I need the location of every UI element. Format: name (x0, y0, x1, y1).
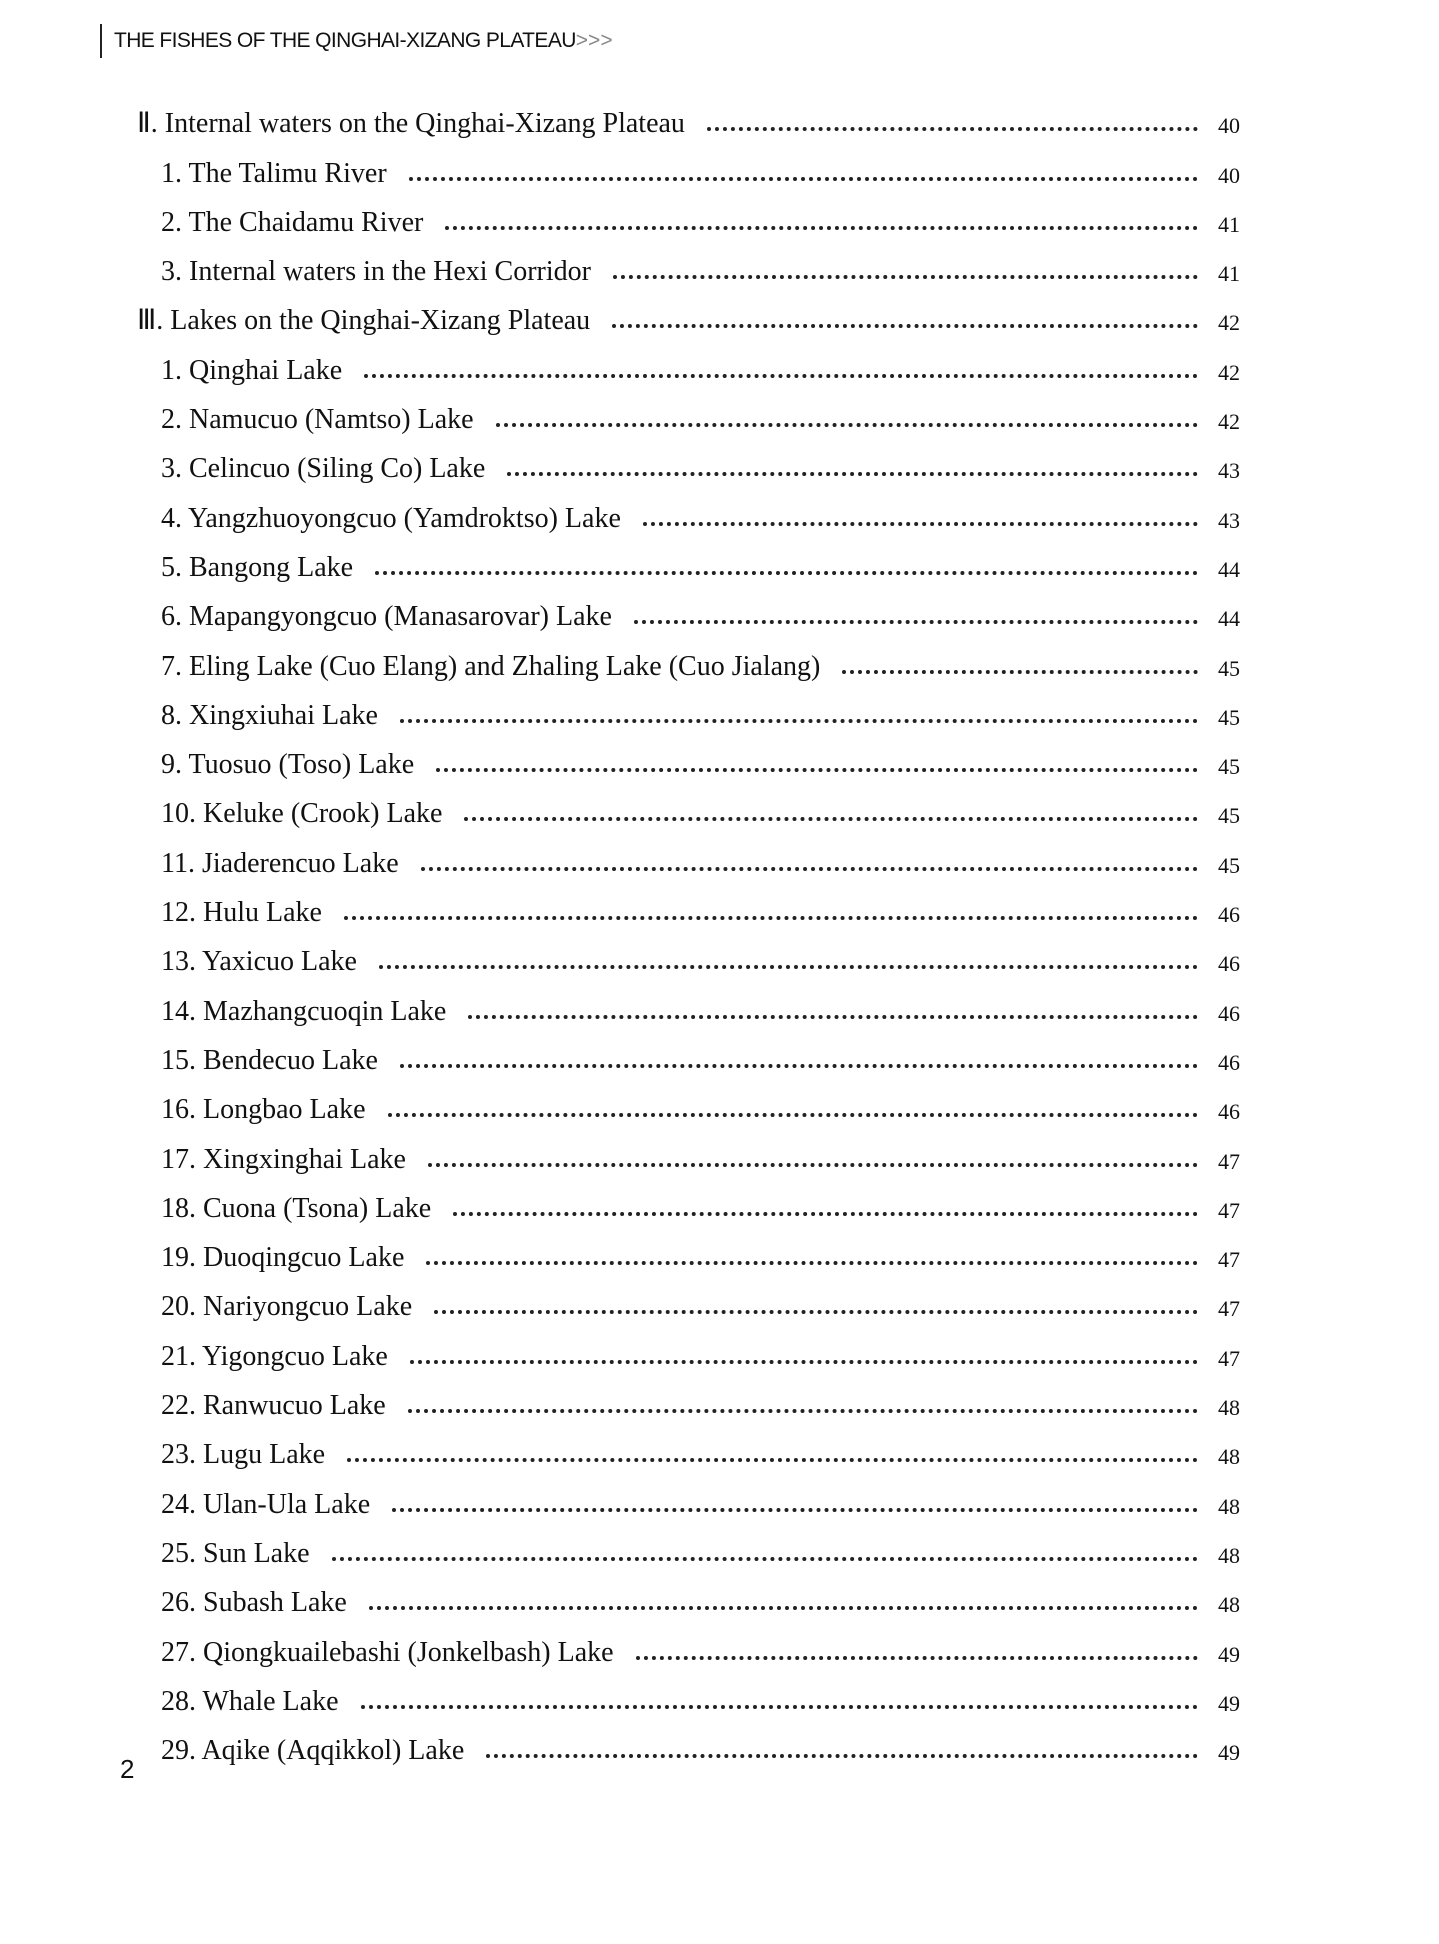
toc-entry-page: 47 (1218, 1345, 1240, 1371)
toc-entry[interactable] (137, 1177, 1240, 1226)
dot-leader (375, 571, 1198, 575)
toc-entry-page: 49 (1218, 1740, 1240, 1766)
toc-entry-label: Ⅱ. Internal waters on the Qinghai-Xizang Plateau (137, 108, 685, 140)
toc-entry-page: 43 (1218, 458, 1240, 484)
toc-entry-page: 40 (1218, 162, 1240, 188)
toc-entry-label: 19. Duoqingcuo Lake (161, 1242, 405, 1274)
dot-leader (468, 1015, 1198, 1019)
dot-leader (636, 1656, 1198, 1660)
dot-leader (436, 768, 1198, 772)
toc-entry[interactable] (137, 1472, 1240, 1521)
dot-leader (409, 177, 1198, 181)
dot-leader (634, 620, 1198, 624)
dot-leader (643, 522, 1198, 526)
toc-entry-page: 44 (1218, 606, 1240, 632)
dot-leader (612, 324, 1198, 328)
dot-leader (507, 472, 1198, 476)
dot-leader (426, 1261, 1198, 1265)
running-header (100, 24, 613, 58)
toc-entry[interactable] (137, 1670, 1240, 1719)
toc-entry-page: 46 (1218, 951, 1240, 977)
toc-entry-label: 29. Aqike (Aqqikkol) Lake (161, 1735, 465, 1767)
toc-entry-page: 46 (1218, 1099, 1240, 1125)
header-title: THE FISHES OF THE QINGHAI-XIZANG PLATEAU (114, 29, 576, 52)
toc-entry[interactable] (137, 1078, 1240, 1127)
toc-entry-label: 17. Xingxinghai Lake (161, 1143, 406, 1175)
toc-entry-label: 28. Whale Lake (161, 1685, 339, 1717)
dot-leader (613, 275, 1198, 279)
toc-entry[interactable] (137, 585, 1240, 634)
toc-entry[interactable] (137, 1275, 1240, 1324)
toc-entry-label: 3. Internal waters in the Hexi Corridor (161, 256, 591, 288)
toc-entry[interactable] (137, 338, 1240, 387)
toc-entry-label: 7. Eling Lake (Cuo Elang) and Zhaling Lake (Cuo Jialang) (161, 650, 821, 682)
dot-leader (400, 1064, 1198, 1068)
toc-entry[interactable] (137, 1719, 1240, 1768)
toc-entry-page: 48 (1218, 1444, 1240, 1470)
toc-entry-label: 15. Bendecuo Lake (161, 1044, 378, 1076)
toc-entry-page: 44 (1218, 556, 1240, 582)
page-number: 2 (120, 1754, 135, 1784)
toc-entry[interactable] (137, 1127, 1240, 1176)
toc-entry[interactable] (137, 1423, 1240, 1472)
toc-entry-page: 47 (1218, 1148, 1240, 1174)
toc-entry-page: 47 (1218, 1247, 1240, 1273)
toc-entry-page: 48 (1218, 1542, 1240, 1568)
dot-leader (392, 1508, 1198, 1512)
toc-entry-label: 10. Keluke (Crook) Lake (161, 798, 443, 830)
dot-leader (428, 1163, 1198, 1167)
toc-entry-page: 46 (1218, 902, 1240, 928)
toc-entry-label: 1. Qinghai Lake (161, 354, 343, 386)
toc-entry[interactable] (137, 831, 1240, 880)
toc-entry[interactable] (137, 141, 1240, 190)
dot-leader (453, 1212, 1198, 1216)
toc-entry-page: 41 (1218, 211, 1240, 237)
dot-leader (344, 916, 1198, 920)
toc-entry-label: 25. Sun Lake (161, 1537, 310, 1569)
dot-leader (421, 867, 1198, 871)
toc-entry-label: 3. Celincuo (Siling Co) Lake (161, 453, 486, 485)
toc-entry[interactable] (137, 191, 1240, 240)
toc-entry-label: 1. The Talimu River (161, 157, 387, 189)
dot-leader (347, 1458, 1198, 1462)
toc-entry[interactable] (137, 733, 1240, 782)
toc-entry[interactable] (137, 437, 1240, 486)
toc-entry[interactable] (137, 536, 1240, 585)
toc-entry-page: 45 (1218, 803, 1240, 829)
dot-leader (388, 1113, 1199, 1117)
toc-entry-label: 6. Mapangyongcuo (Manasarovar) Lake (161, 601, 612, 633)
toc-entry-page: 43 (1218, 507, 1240, 533)
dot-leader (332, 1557, 1198, 1561)
dot-leader (408, 1409, 1198, 1413)
dot-leader (842, 670, 1198, 674)
toc-entry-page: 42 (1218, 359, 1240, 385)
toc-entry-label: 12. Hulu Lake (161, 897, 322, 929)
dot-leader (707, 127, 1198, 131)
toc-entry-page: 48 (1218, 1493, 1240, 1519)
toc-entry-label: 23. Lugu Lake (161, 1439, 326, 1471)
toc-entry[interactable] (137, 979, 1240, 1028)
dot-leader (445, 226, 1198, 230)
toc-entry-label: 2. Namucuo (Namtso) Lake (161, 404, 474, 436)
dot-leader (369, 1606, 1198, 1610)
toc-entry[interactable] (137, 1226, 1240, 1275)
table-of-contents (137, 92, 1240, 1768)
toc-entry[interactable] (137, 634, 1240, 683)
toc-entry-label: Ⅲ. Lakes on the Qinghai-Xizang Plateau (137, 305, 591, 337)
toc-entry[interactable] (137, 388, 1240, 437)
toc-entry-page: 45 (1218, 655, 1240, 681)
toc-entry-page: 48 (1218, 1592, 1240, 1618)
toc-entry-page: 42 (1218, 310, 1240, 336)
toc-entry-page: 45 (1218, 704, 1240, 730)
toc-entry[interactable] (137, 782, 1240, 831)
toc-entry-label: 20. Nariyongcuo Lake (161, 1291, 413, 1323)
toc-entry-label: 22. Ranwucuo Lake (161, 1390, 386, 1422)
toc-entry-label: 14. Mazhangcuoqin Lake (161, 995, 447, 1027)
toc-entry-page: 48 (1218, 1395, 1240, 1421)
toc-entry[interactable] (137, 930, 1240, 979)
toc-entry-page: 46 (1218, 1000, 1240, 1026)
header-arrows: >>> (575, 29, 613, 52)
toc-entry[interactable] (137, 1324, 1240, 1373)
toc-entry[interactable] (137, 1620, 1240, 1669)
dot-leader (410, 1360, 1198, 1364)
toc-entry-page: 47 (1218, 1296, 1240, 1322)
toc-entry-label: 18. Cuona (Tsona) Lake (161, 1192, 432, 1224)
toc-entry[interactable] (137, 684, 1240, 733)
dot-leader (434, 1310, 1198, 1314)
toc-entry-label: 21. Yigongcuo Lake (161, 1340, 388, 1372)
toc-entry[interactable] (137, 289, 1240, 338)
toc-entry-page: 46 (1218, 1049, 1240, 1075)
toc-entry-page: 41 (1218, 261, 1240, 287)
dot-leader (496, 423, 1198, 427)
toc-entry-label: 26. Subash Lake (161, 1587, 347, 1619)
toc-entry[interactable] (137, 486, 1240, 535)
toc-entry[interactable] (137, 1522, 1240, 1571)
dot-leader (364, 374, 1198, 378)
toc-entry-page: 47 (1218, 1197, 1240, 1223)
toc-entry-label: 13. Yaxicuo Lake (161, 946, 357, 978)
toc-entry-label: 5. Bangong Lake (161, 551, 354, 583)
toc-entry-label: 24. Ulan-Ula Lake (161, 1488, 371, 1520)
toc-entry[interactable] (137, 881, 1240, 930)
toc-entry-label: 4. Yangzhuoyongcuo (Yamdroktso) Lake (161, 502, 621, 534)
toc-entry[interactable] (137, 240, 1240, 289)
toc-entry-label: 2. The Chaidamu River (161, 206, 424, 238)
toc-entry[interactable] (137, 92, 1240, 141)
toc-entry-page: 40 (1218, 113, 1240, 139)
dot-leader (379, 965, 1198, 969)
toc-entry-label: 9. Tuosuo (Toso) Lake (161, 749, 415, 781)
toc-entry-label: 11. Jiaderencuo Lake (161, 847, 399, 879)
toc-entry-page: 49 (1218, 1641, 1240, 1667)
toc-entry[interactable] (137, 1374, 1240, 1423)
toc-entry-label: 8. Xingxiuhai Lake (161, 699, 378, 731)
dot-leader (361, 1705, 1198, 1709)
toc-entry[interactable] (137, 1571, 1240, 1620)
toc-entry-page: 45 (1218, 754, 1240, 780)
toc-entry-page: 49 (1218, 1690, 1240, 1716)
toc-entry-page: 45 (1218, 852, 1240, 878)
toc-entry-page: 42 (1218, 409, 1240, 435)
dot-leader (464, 817, 1198, 821)
dot-leader (400, 719, 1198, 723)
dot-leader (486, 1754, 1198, 1758)
toc-entry-label: 27. Qiongkuailebashi (Jonkelbash) Lake (161, 1636, 614, 1668)
toc-entry-label: 16. Longbao Lake (161, 1094, 366, 1126)
toc-entry[interactable] (137, 1029, 1240, 1078)
